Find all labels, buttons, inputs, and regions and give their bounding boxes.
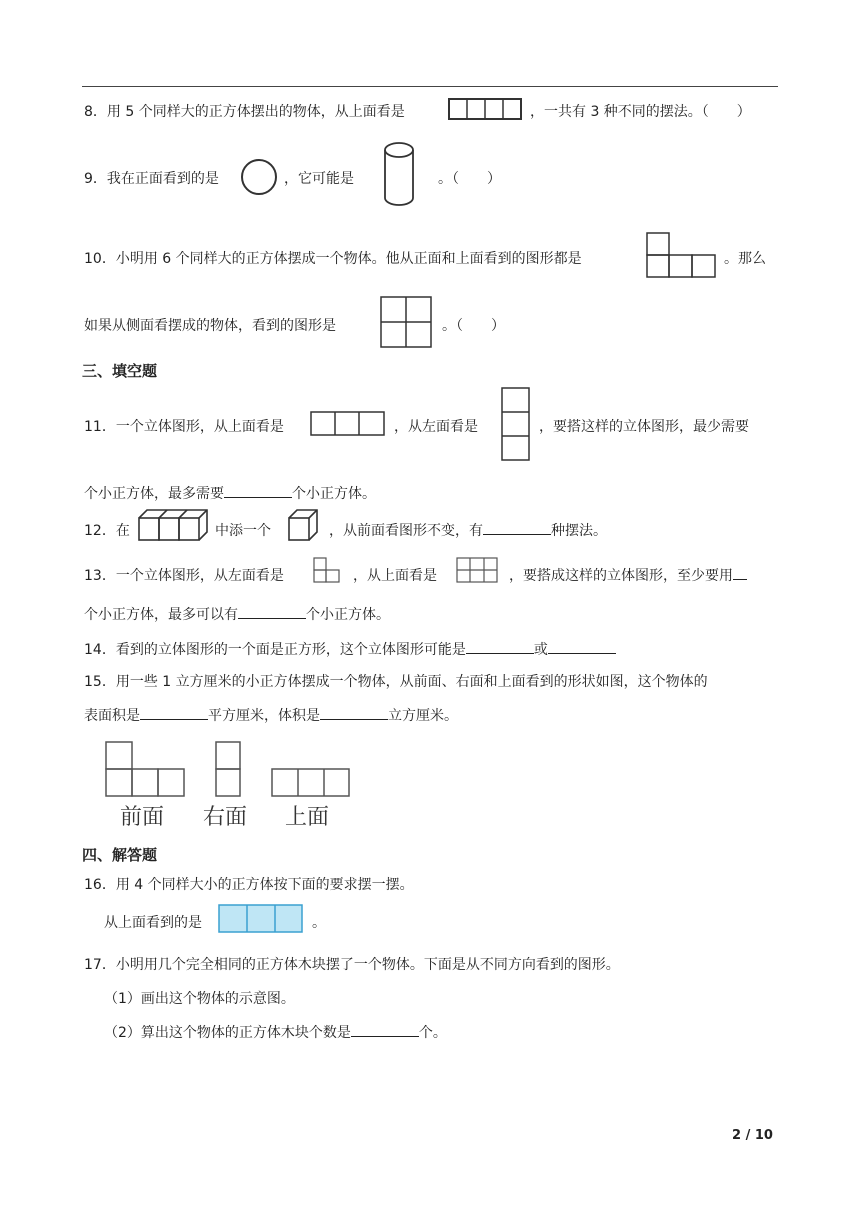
- q15-right-view-figure: [214, 740, 244, 798]
- q13-top-view-figure: [456, 557, 500, 585]
- q10-front-top-figure: [646, 232, 718, 280]
- q13-line2: [84, 604, 390, 624]
- q14-text-pre: 14．看到的立体图形的一个面是正方形，这个立体图形可能是: [84, 642, 466, 658]
- q11-line1-mid: ，从左面看是: [394, 419, 478, 435]
- q15-label-top: 上面: [285, 805, 330, 830]
- q10-side-view-figure: [380, 296, 434, 350]
- q13-answer-blank-min[interactable]: [733, 565, 747, 580]
- q15-label-front: 前面: [120, 805, 165, 830]
- q11-line2-a: 个小正方体，最多需要: [84, 486, 224, 502]
- q13-line1-mid: ，从上面看是: [353, 568, 437, 584]
- q9-text-mid: ，它可能是: [284, 171, 354, 187]
- q15-front-view-figure: [104, 740, 188, 798]
- q10-line2-post: 。（ ）: [442, 318, 505, 334]
- section-4-title: 四、解答题: [82, 846, 158, 864]
- q16-line1: 16．用 4 个同样大小的正方体按下面的要求摆一摆。: [84, 877, 414, 893]
- q8-top-view-figure: [448, 98, 522, 120]
- q10-line1-post: 。那么: [724, 251, 766, 267]
- q11-line2-b: 个小正方体。: [292, 486, 376, 502]
- question-14: [84, 639, 616, 659]
- q16-line2-pre: 从上面看到的是: [104, 915, 202, 931]
- q15-line2: [84, 705, 458, 725]
- question-8: [84, 101, 405, 121]
- q17-sub2: [104, 1022, 447, 1042]
- q10-line2-pre: 如果从侧面看摆成的物体，看到的图形是: [84, 318, 336, 334]
- q9-cylinder-figure: [383, 141, 419, 207]
- q15-line2-c: 立方厘米。: [388, 708, 458, 724]
- q12-text-pre: 12．在: [84, 523, 130, 539]
- q13-line2-a: 个小正方体，最多可以有: [84, 607, 238, 623]
- q12-three-cubes-figure: [137, 508, 207, 544]
- section-3-title: 三、填空题: [82, 362, 158, 380]
- q12-text-post: [329, 520, 607, 540]
- q13-line1-pre: 13．一个立体图形，从左面看是: [84, 568, 284, 584]
- q12-text-mid: 中添一个: [215, 523, 271, 539]
- q17-line1: 17．小明用几个完全相同的正方体木块摆了一个物体。下面是从不同方向看到的图形。: [84, 957, 620, 973]
- q11-top-view-figure: [310, 411, 386, 437]
- q12-answer-blank[interactable]: [483, 520, 551, 535]
- q15-line2-a: 表面积是: [84, 708, 140, 724]
- q11-line1-post: ，要搭这样的立体图形，最少需要: [539, 419, 749, 435]
- q9-text-pre: 9．我在正面看到的是: [84, 171, 219, 187]
- q15-answer-blank-area[interactable]: [140, 705, 208, 720]
- q13-line1-post: ，要搭成这样的立体图形，至少要用: [509, 568, 733, 584]
- q14-text-mid: 或: [533, 642, 548, 658]
- q16-line2-post: 。: [312, 915, 326, 931]
- q10-line1-pre: 10．小明用 6 个同样大的正方体摆成一个物体。他从正面和上面看到的图形都是: [84, 251, 582, 267]
- q17-answer-blank[interactable]: [351, 1022, 419, 1037]
- q14-answer-blank-1[interactable]: [466, 639, 534, 654]
- q13-left-view-figure: [313, 557, 343, 585]
- header-rule: [82, 86, 778, 87]
- q11-answer-blank-max[interactable]: [224, 483, 292, 498]
- q8-text-pre: 8．用 5 个同样大的正方体摆出的物体，从上面看是: [84, 104, 405, 120]
- q13-answer-blank-max[interactable]: [238, 604, 306, 619]
- q15-line1: 15．用一些 1 立方厘米的小正方体摆成一个物体，从前面、右面和上面看到的形状如图，这个物体的: [84, 674, 708, 690]
- q14-answer-blank-2[interactable]: [548, 639, 616, 654]
- q15-answer-blank-volume[interactable]: [320, 705, 388, 720]
- page-number: 2 / 10: [732, 1128, 773, 1143]
- q15-top-view-figure: [270, 767, 352, 798]
- q15-line2-b: 平方厘米，体积是: [208, 708, 320, 724]
- q16-top-view-figure: [218, 904, 304, 934]
- q17-sub1: （1）画出这个物体的示意图。: [104, 991, 295, 1007]
- q15-label-right: 右面: [203, 805, 248, 830]
- q17-sub2-post: 个。: [418, 1025, 447, 1041]
- q12-single-cube-figure: [287, 508, 321, 544]
- q8-text-post: ，一共有 3 种不同的摆法。（ ）: [530, 104, 751, 120]
- q17-sub2-pre: （2）算出这个物体的正方体木块个数是: [104, 1025, 351, 1041]
- q13-line1-post-wrap: [509, 565, 747, 585]
- q11-left-view-figure: [501, 387, 531, 463]
- q11-line1-pre: 11．一个立体图形，从上面看是: [84, 419, 284, 435]
- q12-text-post2: 种摆法。: [551, 523, 607, 539]
- q13-line2-b: 个小正方体。: [306, 607, 390, 623]
- q12-text-post1: ，从前面看图形不变，有: [329, 523, 483, 539]
- q9-text-post: 。（ ）: [438, 171, 501, 187]
- q9-circle-figure: [240, 158, 278, 196]
- q11-line2: [84, 483, 376, 503]
